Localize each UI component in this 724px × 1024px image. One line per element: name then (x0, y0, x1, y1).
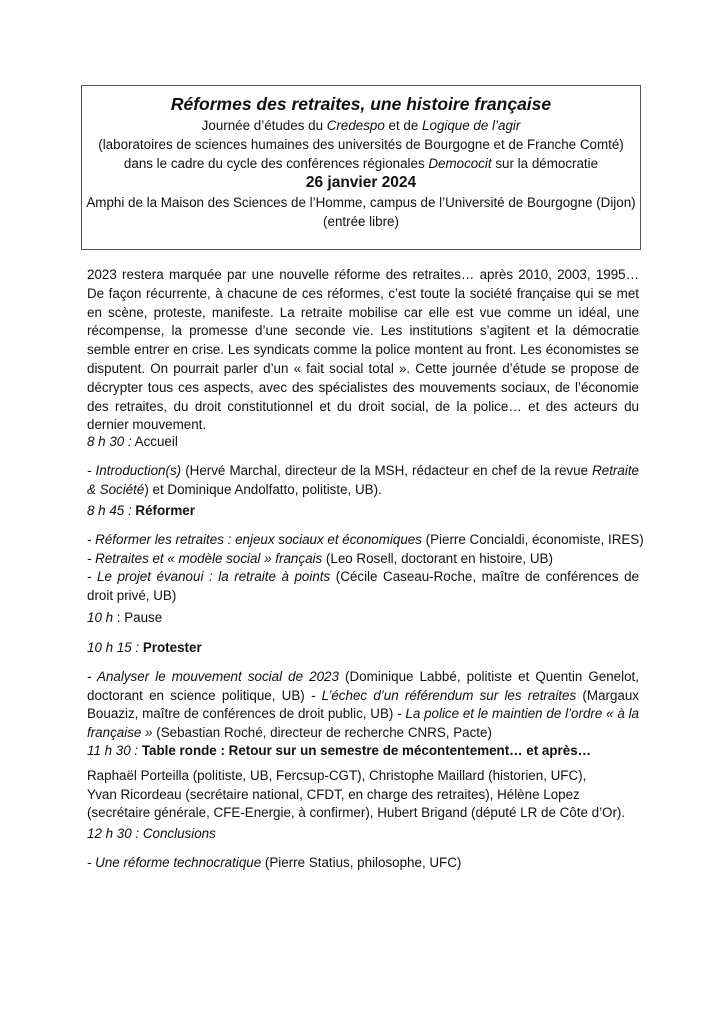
title-box (81, 85, 641, 250)
schedule-reformer (87, 502, 647, 606)
document-title: Réformes des retraites, une histoire française (170, 94, 552, 114)
participants-line: Raphaël Porteilla (politiste, UB, Fercsup-CGT), Christophe Maillard (historien, UFC), (87, 767, 587, 783)
intro-paragraph: 2023 restera marquée par une nouvelle réforme des retraites… après 2010, 2003, 1995… De façon récurrente, à chacune de ces réformes, c’est toute la société française qui se met en scène, proteste, manifeste. La retraite mobilise car elle est vue comme un idéal, une récompense, la promesse d’une seconde vie. Les institutions s’agitent et la démocratie semble entrer en crise. Les syndicats comme la police montent au front. Les économistes se disputent. On pourrait parler d’un « fait social total ». Cette journée d’étude se propose de décrypter tous ces aspects, avec des spécialistes des mouvements sociaux, de l’économie des retraites, du droit constitutionnel et du droit social, de la police… et des acteurs du dernier mouvement. (87, 267, 639, 433)
schedule-pause: 10 h : Pause (87, 610, 163, 625)
time-label: 10 h (87, 610, 114, 625)
event-date: 26 janvier 2024 (305, 174, 417, 191)
session-title: Table ronde : Retour sur un semestre de mécontentement… et après… (141, 743, 592, 758)
venue-line: Amphi de la Maison des Sciences de l’Homme, campus de l’Université de Bourgogne (Dijon) (86, 195, 636, 210)
session-title: Réformer (135, 503, 195, 518)
entry-note: (entrée libre) (323, 214, 399, 229)
organizers-line: Journée d’études du Credespo et de Logique de l’agir (201, 118, 521, 133)
program-item: - Introduction(s) (Hervé Marchal, directeur de la MSH, rédacteur en chef de la revue Retraite & Société) et Dominique Andolfatto, politiste, UB). (87, 462, 639, 497)
time-label: 11 h 30 : (87, 743, 139, 758)
program-item: - Analyser le mouvement social de 2023 (Dominique Labbé, politiste et Quentin Genelot, doctorant en science politique, UB) - L’échec d’un référendum sur les retraites (Margaux Bouaziz, maître de conférences de droit public, UB) - La police et le maintien de l’ordre « à la française » (Sebastian Roché, directeur de recherche CNRS, Pacte) (87, 668, 639, 741)
session-title: Protester (142, 640, 202, 655)
program-item: - Réformer les retraites : enjeux sociaux et économiques (Pierre Concialdi, économiste, IRES) (87, 531, 644, 547)
schedule-welcome: 8 h 30 : Accueil - Introduction(s) (Hervé Marchal, directeur de la MSH, rédacteur en chef de la revue Retraite & Société) et Dominique Andolfatto, politiste, UB). (87, 433, 647, 499)
schedule-protester (87, 639, 647, 743)
program-item: - Retraites et « modèle social » français (Leo Rosell, doctorant en histoire, UB) (87, 550, 553, 566)
program-item: - Une réforme technocratique (Pierre Statius, philosophe, UFC) (87, 854, 462, 870)
time-label: 10 h 15 : (87, 640, 140, 655)
program-item: - Le projet évanoui : la retraite à points (Cécile Caseau-Roche, maître de conférences de droit privé, UB) (87, 569, 639, 604)
cycle-line: dans le cadre du cycle des conférences régionales Demococit sur la démocratie (123, 156, 599, 171)
schedule-round-table (87, 742, 647, 823)
laboratories-line: (laboratoires de sciences humaines des universités de Bourgogne et de Franche Comté) (98, 137, 624, 152)
schedule-conclusions (87, 825, 647, 873)
time-label: 8 h 30 : (87, 434, 132, 449)
participants-line: Yvan Ricordeau (secrétaire national, CFDT, en charge des retraites), Hélène Lopez (secrétaire générale, CFE-Energie, à confirmer), Hubert Brigand (député LR de Côte d’Or). (87, 786, 626, 821)
time-label: 8 h 45 : (87, 503, 132, 518)
time-label: 12 h 30 : Conclusions (87, 826, 216, 841)
